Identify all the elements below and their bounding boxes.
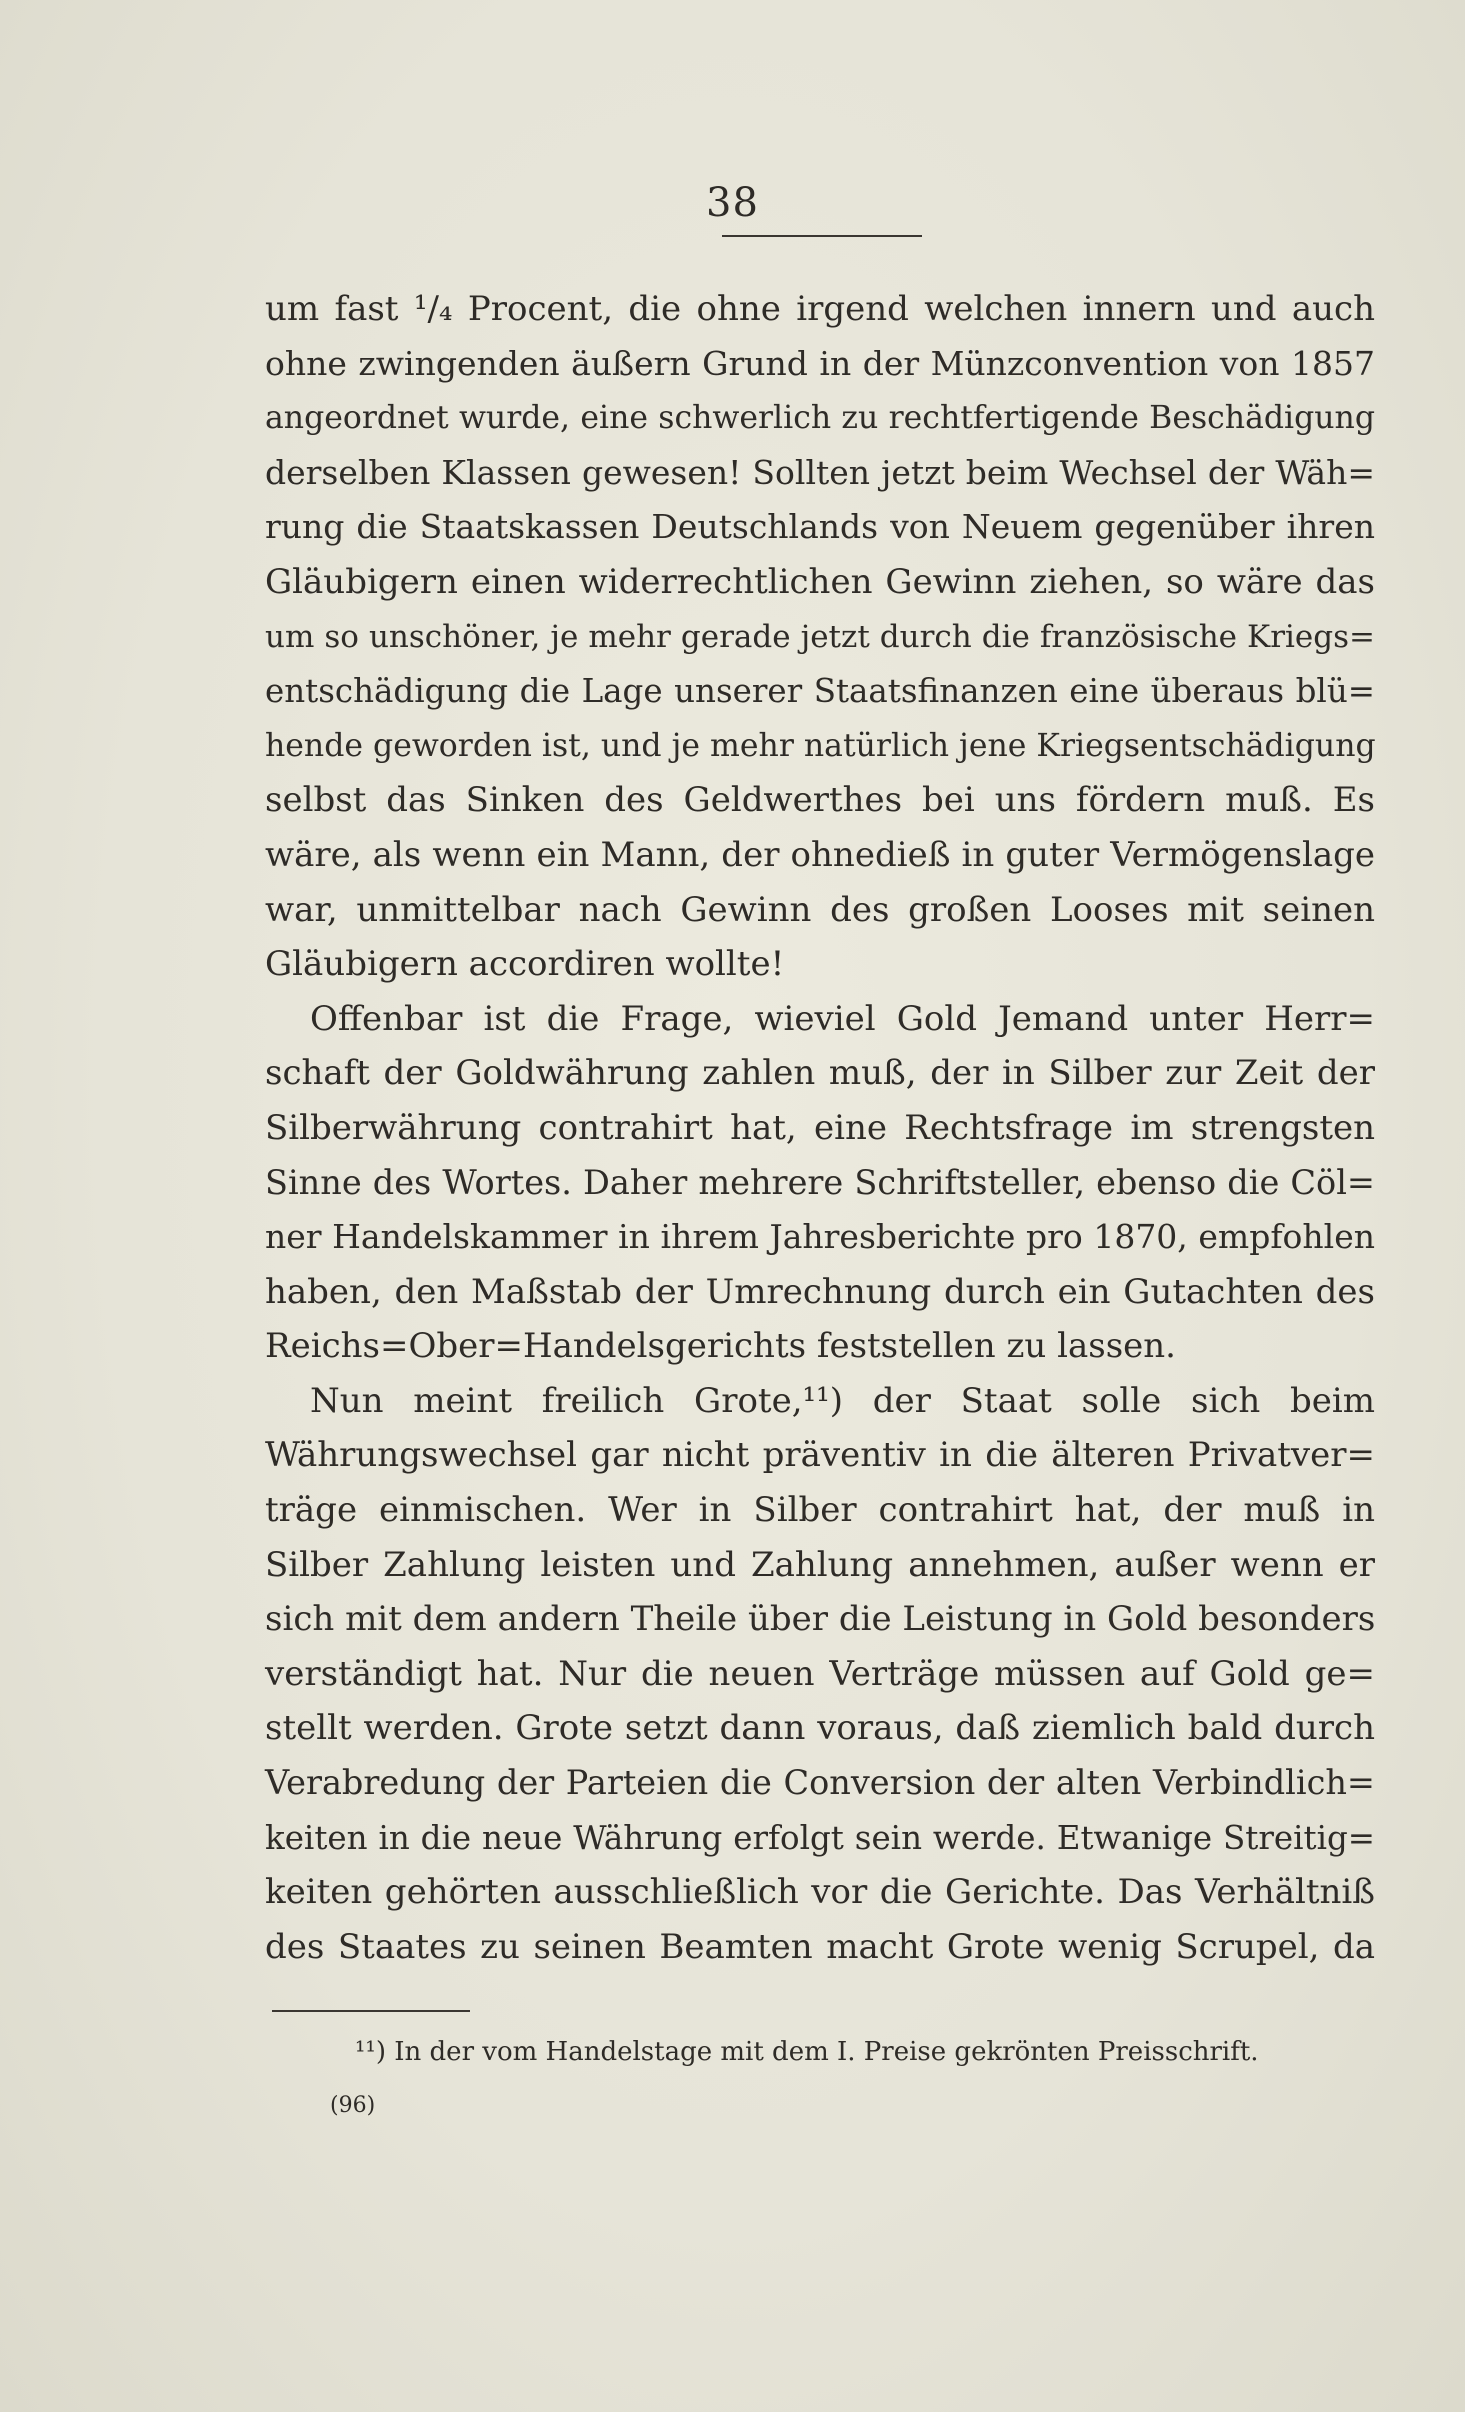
text-line: rung die Staatskassen Deutschlands von Neuem gegenüber ihren (265, 507, 1375, 547)
text-line: Silberwährung contrahirt hat, eine Rechtsfrage im strengsten (265, 1107, 1375, 1148)
text-line: entschädigung die Lage unserer Staatsfinanzen eine überaus blü= (265, 672, 1375, 711)
text-line: angeordnet wurde, eine schwerlich zu rechtfertigende Beschädigung (265, 400, 1375, 437)
text-line: ner Handelskammer in ihrem Jahresberichte pro 1870, empfohlen (265, 1217, 1375, 1257)
text-line: Silber Zahlung leisten und Zahlung annehmen, außer wenn er (265, 1544, 1375, 1585)
page-number: 38 (706, 180, 759, 226)
body-text (265, 282, 1375, 1974)
text-line: Gläubigern accordiren wollte! (265, 944, 785, 985)
header-rule (722, 235, 922, 237)
footnote: ¹¹) In der vom Handelstage mit dem I. Preise gekrönten Preisschrift. (355, 2037, 1259, 2067)
text-line: stellt werden. Grote setzt dann voraus, daß ziemlich bald durch (265, 1708, 1375, 1749)
text-line: des Staates zu seinen Beamten macht Grote wenig Scrupel, da (265, 1926, 1375, 1967)
text-line: derselben Klassen gewesen! Sollten jetzt beim Wechsel der Wäh= (265, 452, 1375, 492)
text-line: Sinne des Wortes. Daher mehrere Schriftsteller, ebenso die Cöl= (265, 1162, 1375, 1202)
text-line: um fast ¹/₄ Procent, die ohne irgend welchen innern und auch (265, 289, 1375, 329)
footnote-rule (272, 2010, 470, 2012)
text-line: keiten in die neue Währung erfolgt sein werde. Etwanige Streitig= (265, 1818, 1375, 1857)
text-line: Währungswechsel gar nicht präventiv in die älteren Privatver= (265, 1435, 1375, 1476)
text-line: verständigt hat. Nur die neuen Verträge müssen auf Gold ge= (265, 1653, 1375, 1694)
text-line: schaft der Goldwährung zahlen muß, der in Silber zur Zeit der (265, 1053, 1375, 1094)
text-line: Offenbar ist die Frage, wieviel Gold Jemand unter Herr= (310, 998, 1375, 1039)
text-line: selbst das Sinken des Geldwerthes bei uns fördern muß. Es (265, 780, 1375, 821)
text-line: war, unmittelbar nach Gewinn des großen Looses mit seinen (265, 889, 1375, 930)
text-line: sich mit dem andern Theile über die Leistung in Gold besonders (265, 1599, 1376, 1640)
text-line: haben, den Maßstab der Umrechnung durch ein Gutachten des (265, 1271, 1375, 1312)
text-line: Reichs=Ober=Handelsgerichts feststellen zu lassen. (265, 1326, 1176, 1367)
text-line: keiten gehörten ausschließlich vor die Gerichte. Das Verhältniß (265, 1872, 1375, 1913)
text-line: um so unschöner, je mehr gerade jetzt durch die französische Kriegs= (265, 618, 1375, 655)
signature-mark: (96) (330, 2093, 376, 2118)
text-line: Verabredung der Parteien die Conversion der alten Verbindlich= (265, 1763, 1375, 1803)
text-line: hende geworden ist, und je mehr natürlich jene Kriegsentschädigung (265, 727, 1376, 764)
text-line: wäre, als wenn ein Mann, der ohnedieß in guter Vermögenslage (265, 834, 1375, 875)
text-line: Nun meint freilich Grote,¹¹) der Staat solle sich beim (310, 1380, 1375, 1421)
text-line: ohne zwingenden äußern Grund in der Münzconvention von 1857 (265, 343, 1375, 383)
text-line: Gläubigern einen widerrechtlichen Gewinn ziehen, so wäre das (265, 561, 1375, 602)
text-line: träge einmischen. Wer in Silber contrahirt hat, der muß in (265, 1490, 1375, 1531)
